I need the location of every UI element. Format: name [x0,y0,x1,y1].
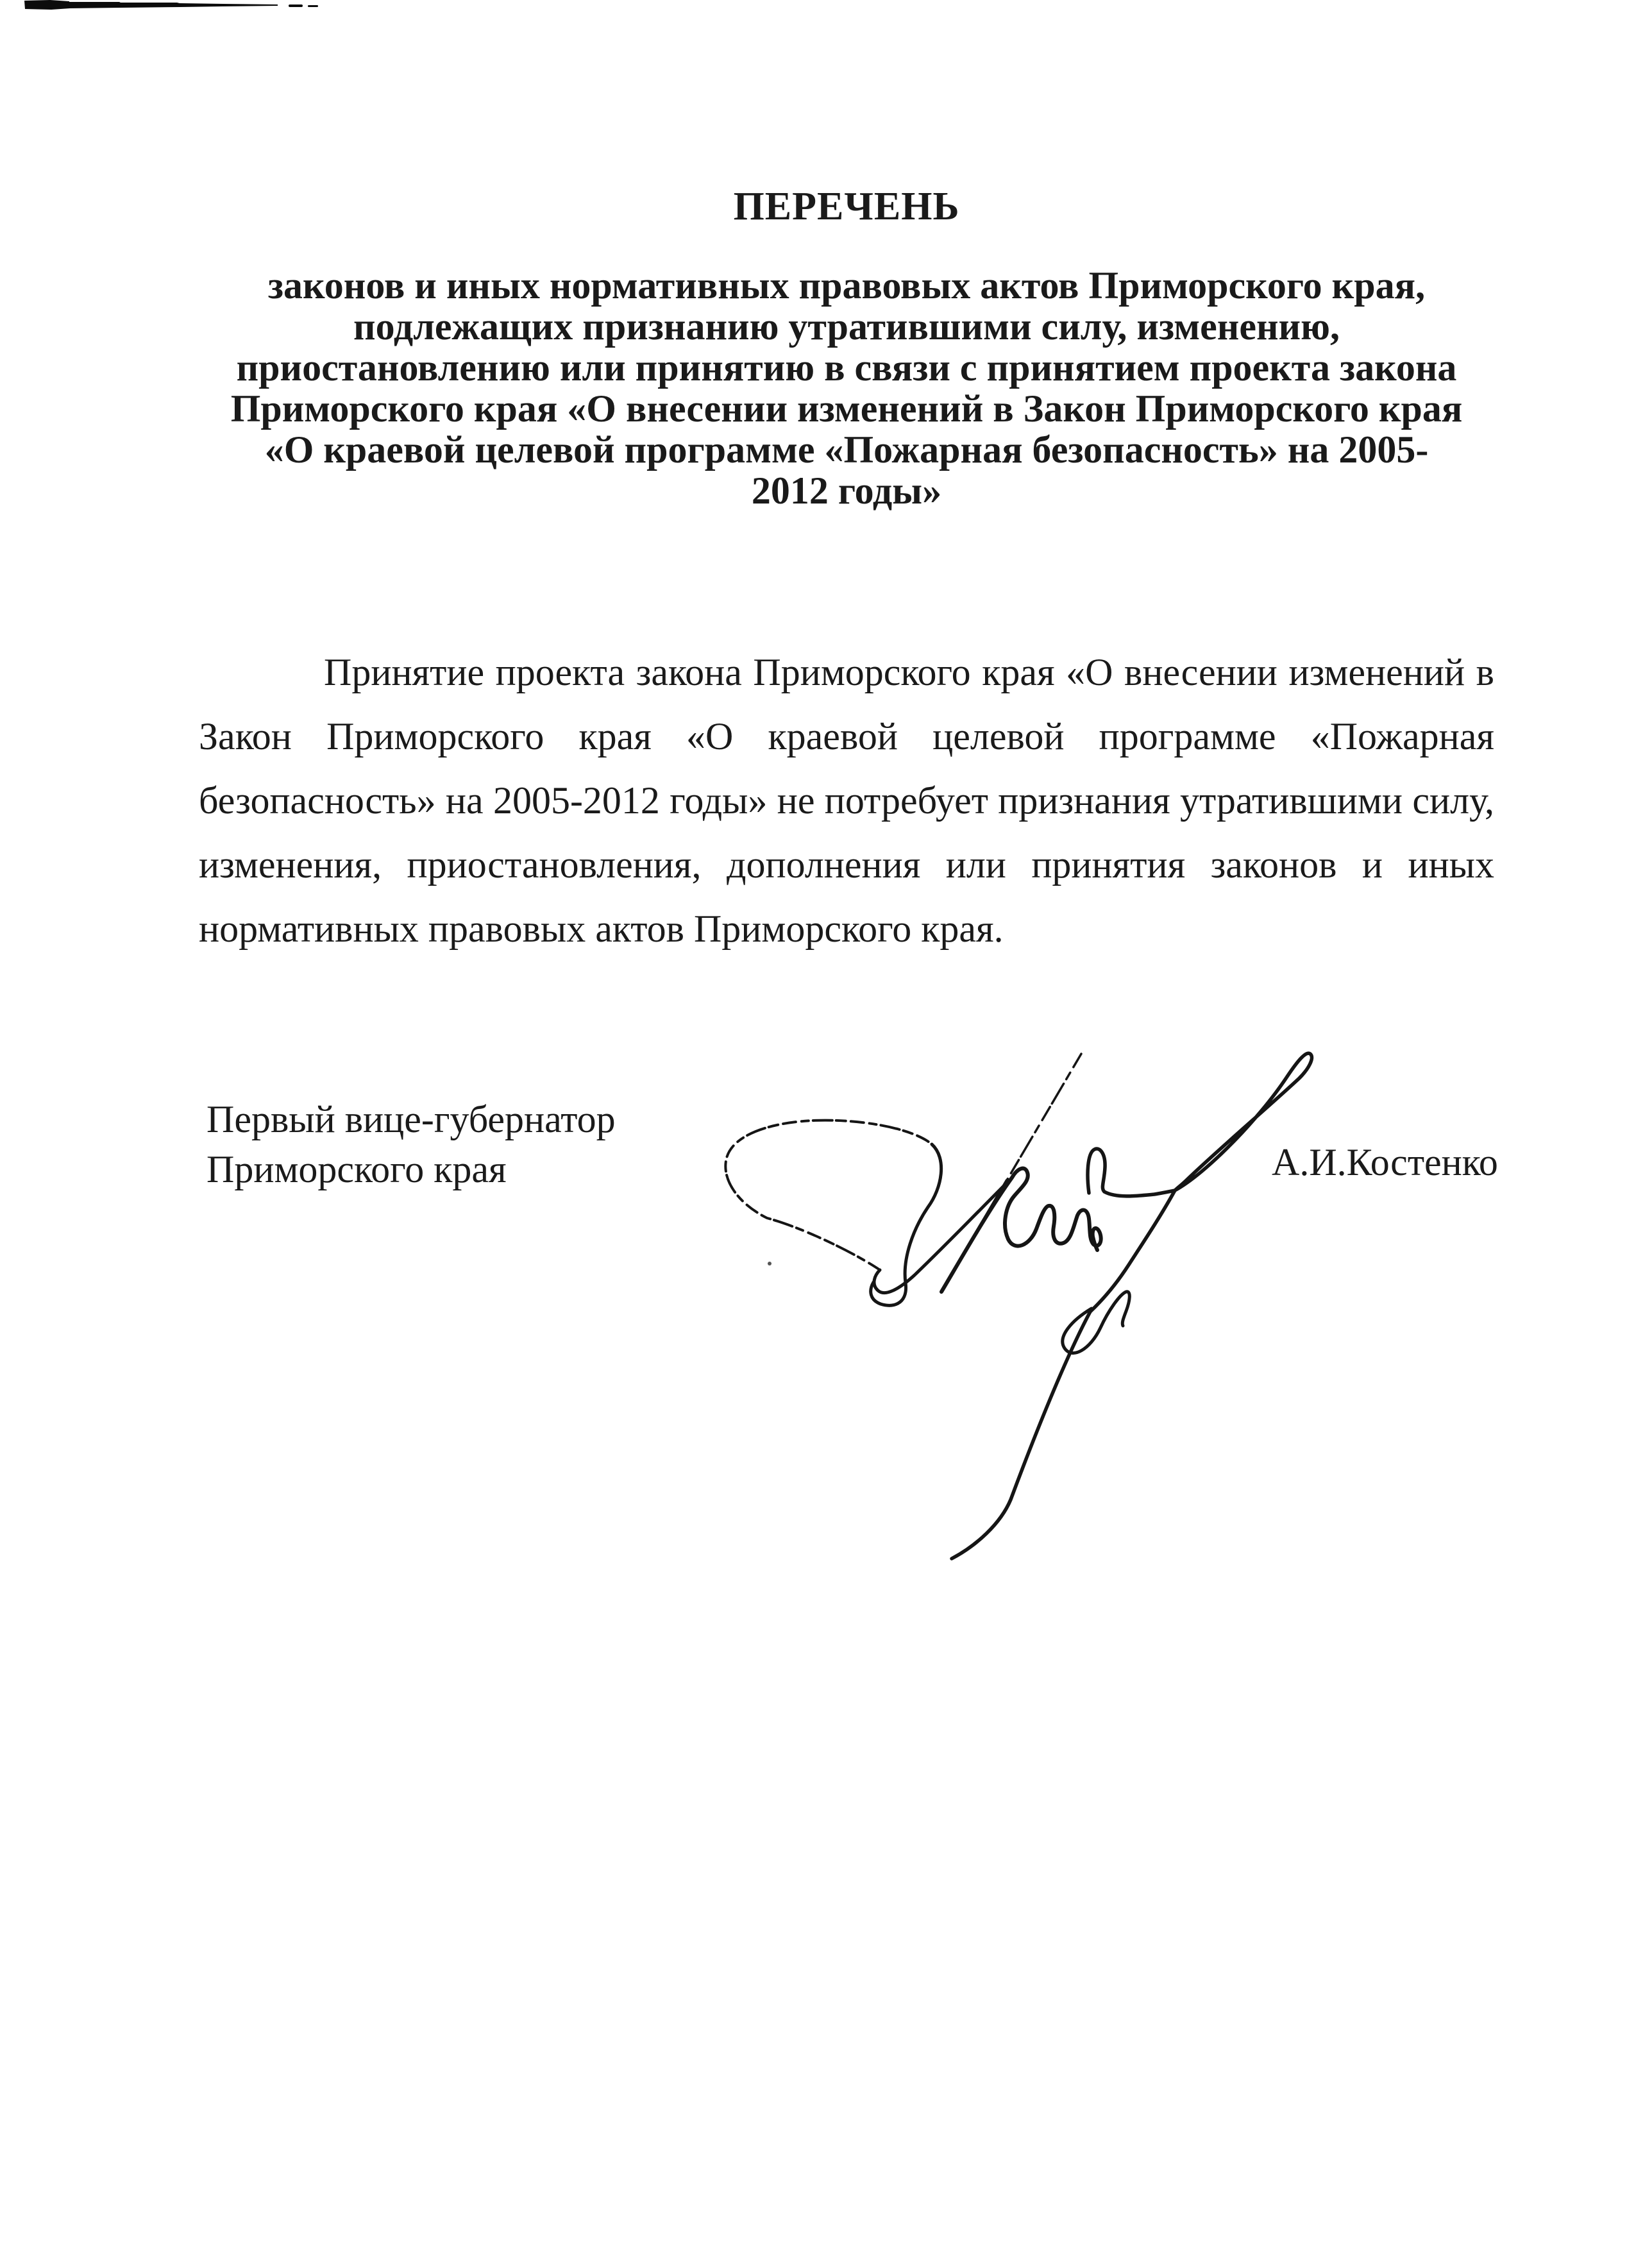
body-line: Закон Приморского края «О краевой целевой программе «Пожарная [199,715,1494,757]
document-subtitle [199,265,1494,511]
signer-position-title [207,1094,616,1194]
subtitle-line: Приморского края «О внесении изменений в Закон Приморского края [230,387,1463,430]
scan-streak-artifact [12,0,345,15]
subtitle-line: приостановлению или принятию в связи с принятием проекта закона [236,346,1457,389]
subtitle-line: «О краевой целевой программе «Пожарная безопасность» на 2005- [264,428,1429,471]
signer-name: А.И.Костенко [1272,1141,1498,1183]
subtitle-line: законов и иных нормативных правовых актов Приморского края, [267,264,1426,307]
body-paragraph [199,640,1494,961]
subtitle-line: 2012 годы» [751,470,942,512]
handwritten-signature [673,994,1379,1571]
signer-position-line: Приморского края [207,1148,507,1190]
document-title: ПЕРЕЧЕНЬ [733,185,960,228]
body-line: нормативных правовых актов Приморского края. [199,908,1004,950]
body-line: безопасность» на 2005-2012 годы» не потребует признания утратившими силу, [199,779,1494,822]
body-line: изменения, приостановления, дополнения или принятия законов и иных [199,843,1494,886]
subtitle-line: подлежащих признанию утратившими силу, изменению, [353,305,1340,348]
signer-position-line: Первый вице-губернатор [207,1098,616,1140]
body-line: Принятие проекта закона Приморского края «О внесении изменений в [324,651,1494,693]
